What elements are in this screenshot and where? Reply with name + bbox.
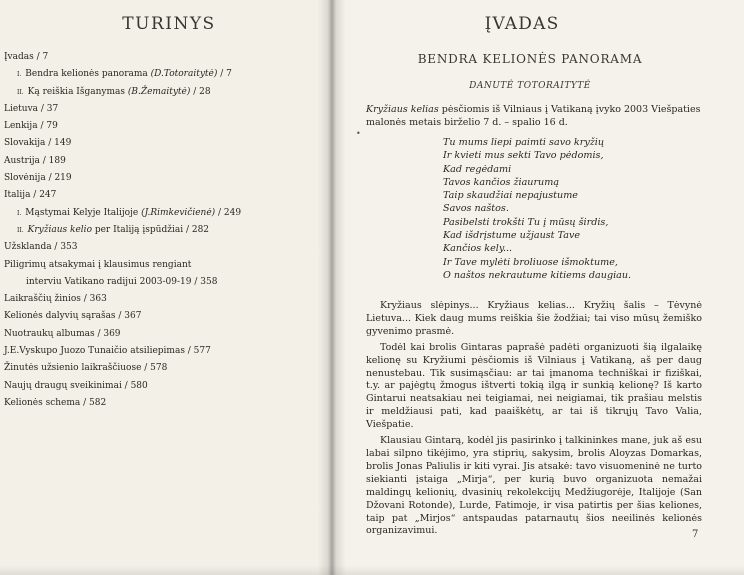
chapter-title: ĮVADAS — [484, 14, 560, 34]
table-of-contents — [4, 52, 314, 415]
poem-line: Tavos kančios žiaurumą — [443, 176, 560, 188]
intro-italic: Kryžiaus kelias — [366, 104, 439, 115]
toc-entry-text: J.E.Vyskupo Juozo Tunaičio atsiliepimas / 577 — [4, 346, 211, 357]
poem-line: Savos naštos. — [443, 203, 509, 215]
toc-entry-author: (J.Rimkevičienė) — [141, 207, 216, 218]
poem-line: Kad regėdami — [443, 163, 512, 175]
toc-entry — [4, 138, 314, 155]
toc-entry-text: Austrija / 189 — [4, 155, 66, 166]
toc-entry — [4, 398, 314, 415]
toc-entry-text: Įvadas / 7 — [4, 52, 49, 62]
toc-entry — [4, 190, 314, 207]
poem-line: Kančios kely... — [443, 243, 513, 255]
poem-line: Ir kvieti mus sekti Tavo pėdomis, — [443, 150, 604, 162]
intro-text: pėsčiomis iš Vilniaus į Vatikaną įvyko 2003 Viešpaties malonės metais birželio 7 d. – spalio 16 d. — [366, 104, 701, 128]
toc-entry-text: interviu Vatikano radijui 2003-09-19 / 358 — [26, 276, 218, 287]
page-number: 7 — [692, 529, 699, 540]
chapter-subtitle: BENDRA KELIONĖS PANORAMA — [417, 52, 643, 66]
poem-line: Kad išdrįstume užjaust Tave — [443, 230, 581, 242]
poem-line: O naštos nekrautume kitiems daugiau. — [443, 269, 632, 281]
toc-entry-number: II. — [17, 88, 24, 96]
toc-entry-number: I. — [17, 209, 22, 217]
toc-entry — [4, 121, 314, 138]
toc-entry-text: Kelionės dalyvių sąrašas / 367 — [4, 311, 142, 322]
toc-entry-text: Italija / 247 — [4, 190, 57, 201]
toc-entry-text: Kelionės schema / 582 — [4, 397, 107, 408]
body-paragraph: Todėl kai brolis Gintaras paprašė padėti organizuoti šią ilgalaikę kelionę su Kryžiumi pėsčiomis iš Vilniaus į Vatikaną, aš per daug nenustebau. Tik susimąsčiau: ar tai įmanoma techniškai ir fiziškai, t.y. ar pajėgtų žmogus ištverti tokią ilgą ir sunkią kelionę? Iš karto Gintarui neatsakiau nei teigiamai, nei neigiamai, tik prašiau melstis ir meldžiausi pati, kad paaiškėtų, ar tai iš tikrųjų Tavo Valia, Viešpatie. — [366, 341, 702, 431]
toc-entry-author: Kryžiaus kelio — [27, 224, 92, 235]
toc-entry — [4, 225, 314, 242]
body-paragraph: Klausiau Gintarą, kodėl jis pasirinko į talkininkes mane, juk aš esu labai silpno tikėjimo, yra stiprių, sakysim, brolis Aloyzas Domarkas, brolis Jonas Paliulis ir kiti vyrai. Jis atsakė: tavo visuomeninė ne turto siekianti įstaiga „Mirja“, per kurią buvo organizuota nemažai maldingų kelionių, dvasinių rekolekcijų Medžiugorėje, Italijoje (San Džovani Rotonde), Lurde, Fatimoje, ir visa patirtis per šias keliones, taip pat „Mirjos“ antspaudas patarnautų šios neeilinės kelionės organizavimui. — [366, 435, 702, 537]
toc-entry-text: Laikraščių žinios / 363 — [4, 294, 107, 305]
toc-entry-page: / 28 — [190, 86, 211, 97]
toc-entry-text: Lenkija / 79 — [4, 121, 58, 132]
toc-entry-text: Nuotraukų albumas / 369 — [4, 328, 121, 339]
toc-entry — [4, 363, 314, 380]
poem-line: Pasibelsti trokšti Tu į mūsų širdis, — [443, 216, 609, 228]
toc-entry-text: Slovakija / 149 — [4, 138, 72, 149]
toc-entry-page: / 7 — [217, 69, 232, 80]
toc-entry — [4, 156, 314, 173]
body-text — [366, 300, 702, 541]
poem-line: Taip skaudžiai nepajustume — [443, 190, 578, 202]
poem — [443, 136, 703, 282]
toc-entry-text: Žinutės užsienio laikraščiuose / 578 — [4, 363, 168, 374]
toc-entry-text: Mąstymai Kelyje Italijoje — [25, 207, 142, 218]
toc-entry — [4, 242, 314, 259]
toc-entry — [4, 294, 314, 311]
toc-entry — [4, 87, 314, 104]
toc-entry — [4, 173, 314, 190]
toc-entry-text: Naujų draugų sveikinimai / 580 — [4, 380, 148, 391]
toc-entry — [4, 311, 314, 328]
toc-entry — [4, 277, 314, 294]
margin-mark: • — [356, 129, 361, 138]
book-gutter — [318, 0, 346, 575]
toc-entry — [4, 346, 314, 363]
poem-line: Ir Tave mylėti broliuose išmoktume, — [443, 256, 618, 268]
toc-entry-author: (D.Totoraitytė) — [150, 69, 218, 80]
toc-entry-text: Slovėnija / 219 — [4, 173, 72, 184]
toc-entry — [4, 69, 314, 86]
toc-entry-number: II. — [17, 226, 24, 234]
toc-entry — [4, 381, 314, 398]
toc-entry-text: Ką reiškia Išganymas — [27, 86, 128, 97]
toc-entry — [4, 208, 314, 225]
toc-entry-text: Užsklanda / 353 — [4, 242, 78, 253]
body-paragraph: Kryžiaus slėpinys... Kryžiaus kelias... Kryžių šalis – Tėvynė Lietuva... Kiek daug mums reiškia šie žodžiai; tai viso mūsų žemiško gyvenimo prasmė. — [366, 300, 702, 337]
chapter-author: DANUTĖ TOTORAITYTĖ — [469, 81, 591, 91]
toc-entry-author: (B.Žemaitytė) — [127, 86, 191, 97]
toc-entry-text: Piligrimų atsakymai į klausimus rengiant — [4, 259, 192, 270]
page-shadow — [0, 565, 744, 575]
toc-entry — [4, 329, 314, 346]
poem-line: Tu mums liepi paimti savo kryžių — [443, 137, 605, 148]
toc-entry — [4, 52, 314, 69]
toc-entry — [4, 260, 314, 277]
toc-entry-text: Lietuva / 37 — [4, 103, 59, 114]
toc-entry-number: I. — [17, 71, 22, 79]
toc-entry-page: per Italiją įspūdžiai / 282 — [91, 224, 210, 235]
toc-entry-text: Bendra kelionės panorama — [25, 69, 151, 80]
intro-paragraph — [366, 103, 708, 129]
toc-title: TURINYS — [122, 14, 216, 34]
toc-entry-page: / 249 — [215, 207, 242, 218]
toc-entry — [4, 104, 314, 121]
